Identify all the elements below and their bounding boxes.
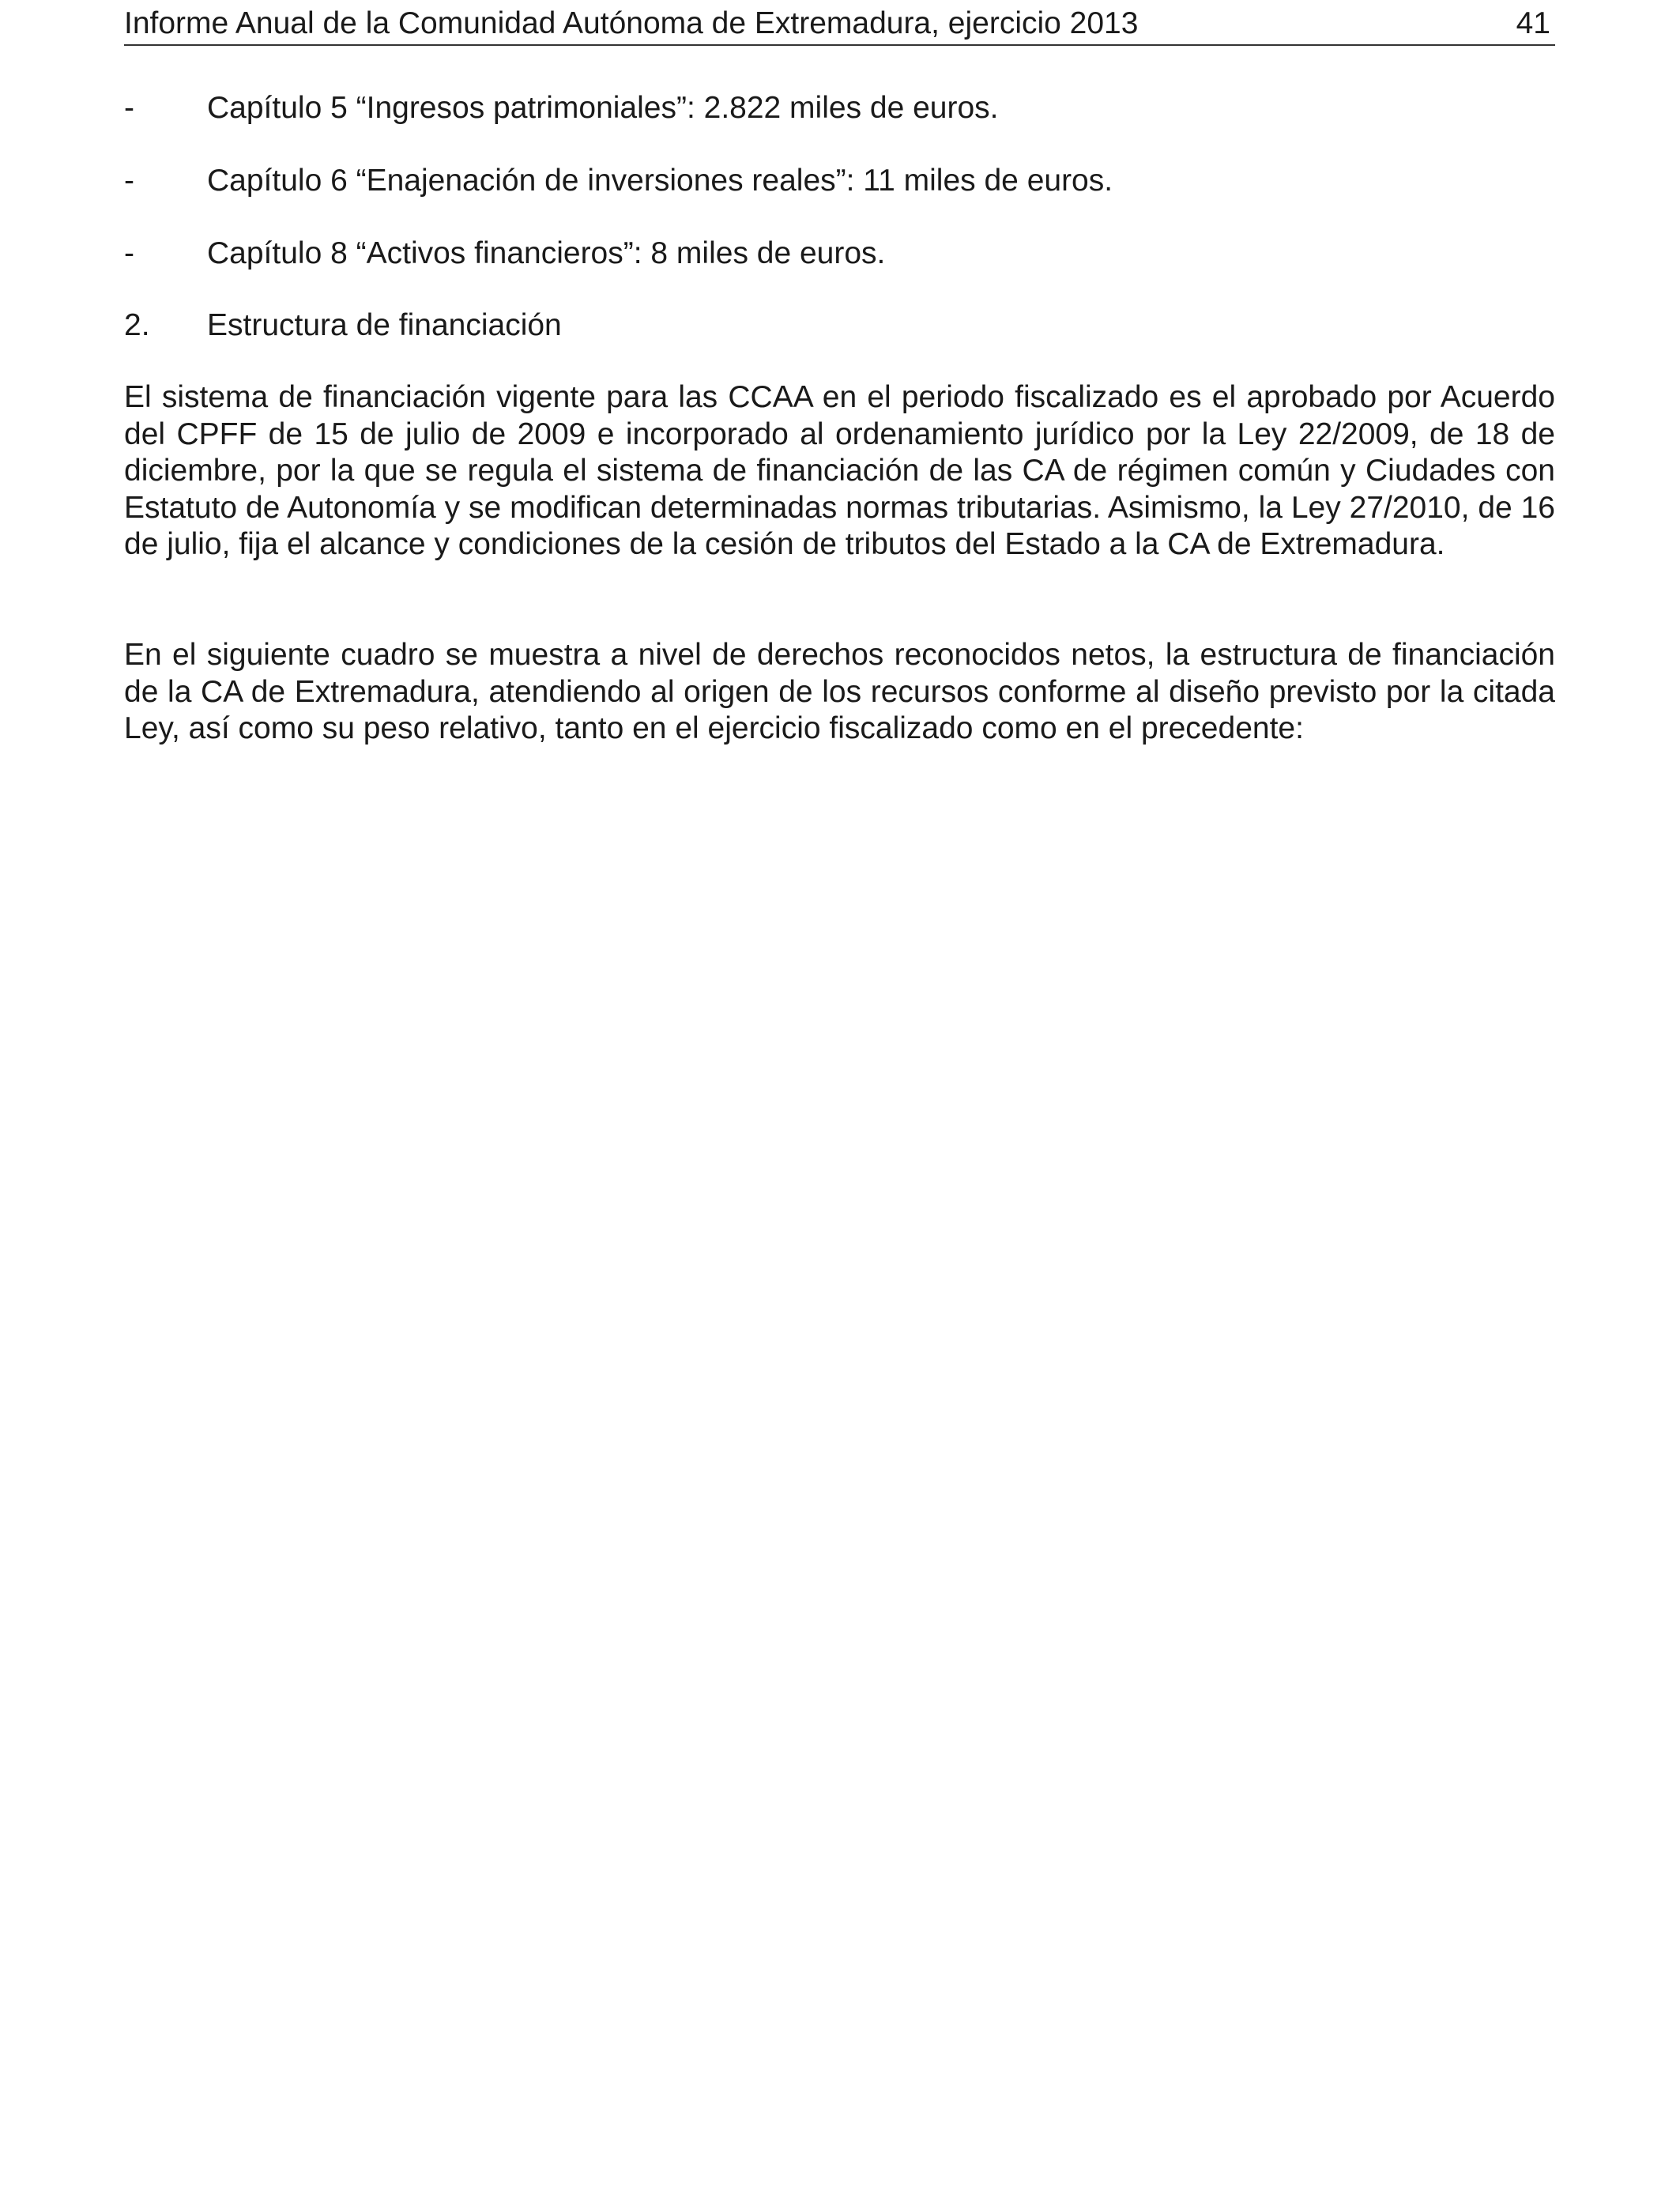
body-paragraph: El sistema de financiación vigente para las CCAA en el periodo fiscalizado es el aprobado por Acuerdo del CPFF de 15 de julio de 2009 e incorporado al ordenamiento jurídico por la Ley 22/2009, de 18 de diciembre, por la que se regula el sistema de financiación de las CA de régimen común y Ciudades con Estatuto de Autonomía y se modifican determinadas normas tributarias. Asimismo, la Ley 27/2010, de 16 de julio, fija el alcance y condiciones de la cesión de tributos del Estado a la CA de Extremadura. [124,380,1555,561]
header-title: Informe Anual de la Comunidad Autónoma de Extremadura, ejercicio 2013 [124,6,1139,40]
list-marker: - [124,236,134,270]
section-heading [124,307,1555,344]
list-marker: - [124,164,134,198]
list-item-text: Capítulo 5 “Ingresos patrimoniales”: 2.822 miles de euros. [207,91,999,125]
list-item [124,163,1555,199]
page-number: 41 [1516,6,1550,40]
list-marker: - [124,91,134,125]
list-item [124,90,1555,126]
body-paragraph: En el siguiente cuadro se muestra a nivel de derechos reconocidos netos, la estructura de financiación de la CA de Extremadura, atendiendo al origen de los recursos conforme al diseño previsto por la citada Ley, así como su peso relativo, tanto en el ejercicio fiscalizado como en el precedente: [124,638,1555,745]
list-item-text: Capítulo 6 “Enajenación de inversiones reales”: 11 miles de euros. [207,164,1113,198]
list-item [124,236,1555,272]
list-item-text: Capítulo 8 “Activos financieros”: 8 miles de euros. [207,236,886,270]
page-header [124,6,1555,46]
section-title: Estructura de financiación [207,308,562,342]
section-number: 2. [124,308,150,342]
